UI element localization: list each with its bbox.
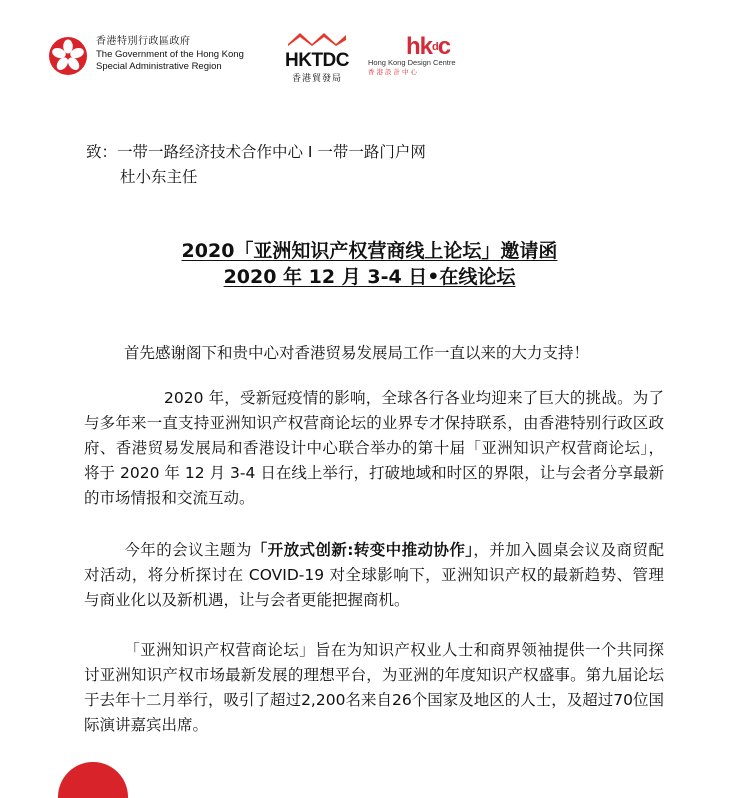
paragraph-theme-post: ，并加入圆桌会议及商贸配对活动，将分析探讨在 COVID-19 对全球影响下，亚洲知识产权的最新趋势、管理与商业化以及新机遇，让与会者更能把握商机。 (84, 541, 664, 609)
paragraph-forum-intro-text: 2020 年，受新冠疫情的影响，全球各行各业均迎来了巨大的挑战。为了与多年来一直支持亚洲知识产权营商论坛的业界专才保持联系，由香港特别行政区政府、香港贸易发展局和香港设计中心联合举办的第十届「亚洲知识产权营商论坛」，将于 2020 年 12 月 3-4 日在线上举行，打破地域和时区的界限，让与会者分享最新的市场情报和交流互动。 (84, 389, 664, 507)
letter-title (0, 236, 739, 263)
hksar-government-logo (48, 36, 244, 76)
paragraph-thanks: 首先感谢阁下和贵中心对香港贸易发展局工作一直以来的大力支持！ (124, 344, 590, 362)
paragraph-theme-highlight: 「开放式创新:转变中推动协作」 (251, 541, 474, 559)
decorative-red-shape (58, 762, 128, 798)
hktdc-wordmark: HKTDC (285, 50, 349, 71)
paragraph-forum-history (84, 638, 664, 738)
recipient-organization: 致：一带一路经济技术合作中心 I 一带一路门户网 (86, 143, 426, 161)
paragraph-theme-pre: 今年的会议主题为 (124, 541, 252, 559)
hkdc-name-zh: 香港設計中心 (368, 68, 419, 76)
hksar-government-name (96, 36, 244, 74)
paragraph-theme (84, 538, 664, 613)
hksar-name-zh: 香港特別行政區政府 (96, 36, 191, 47)
hksar-name-en-line2: Special Administrative Region (96, 61, 222, 72)
hkdc-name-en: Hong Kong Design Centre (368, 58, 456, 67)
hktdc-logo (284, 30, 350, 84)
hksar-name-en-line1: The Government of the Hong Kong (96, 48, 244, 60)
paragraph-forum-intro (84, 386, 664, 511)
hkdc-wordmark (366, 33, 466, 60)
hkdc-logo (366, 33, 466, 76)
bauhinia-emblem-icon (48, 36, 88, 76)
letter-title-line2: 2020 年 12 月 3-4 日•在线论坛 (223, 266, 516, 288)
letter-subtitle (0, 262, 739, 289)
letter-title-line1: 2020「亚洲知识产权营商线上论坛」邀请函 (181, 240, 558, 262)
hkdc-wordmark-c: c (437, 33, 451, 60)
recipient-block (86, 140, 426, 190)
paragraph-forum-history-text: 「亚洲知识产权营商论坛」旨在为知识产权业人士和商界领袖提供一个共同探讨亚洲知识产权市场最新发展的理想平台，为亚洲的年度知识产权盛事。第九届论坛于去年十二月举行，吸引了超过2,200名来自26个国家及地区的人士，及超过70位国际演讲嘉宾出席。 (84, 641, 664, 734)
recipient-name: 杜小东主任 (120, 168, 198, 186)
hktdc-sail-icon (284, 30, 350, 46)
hkdc-wordmark-d: d (432, 41, 438, 53)
logo-bar (48, 30, 708, 90)
hktdc-name-zh: 香港貿發局 (291, 74, 342, 84)
hkdc-wordmark-hk: hk (406, 33, 433, 60)
